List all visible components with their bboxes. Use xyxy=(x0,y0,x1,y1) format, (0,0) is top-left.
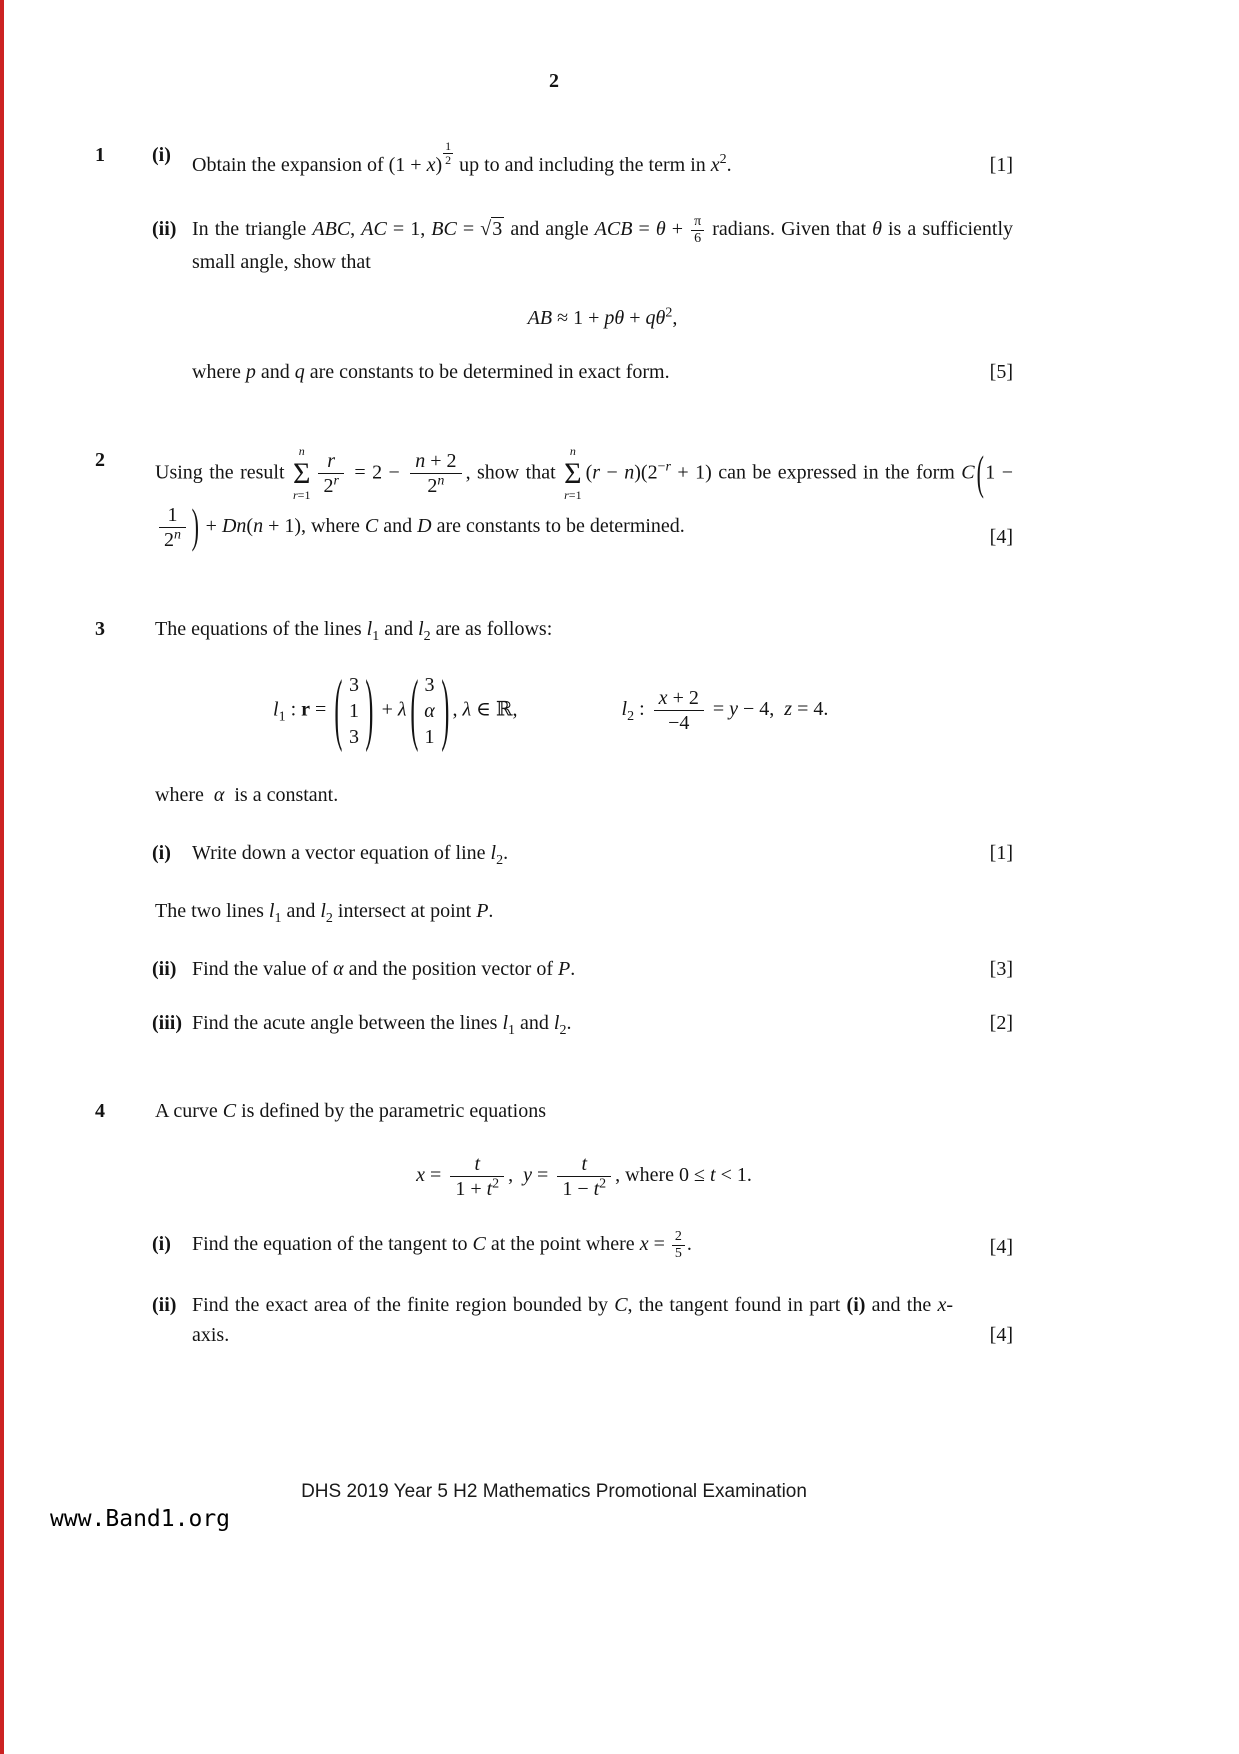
part-i-marks: [1] xyxy=(989,153,1013,176)
question-4-number: 4 xyxy=(95,1099,105,1122)
part-ii-label: (ii) xyxy=(152,957,177,980)
question-1-part-ii xyxy=(152,213,1014,387)
part-ii-label: (ii) xyxy=(152,217,177,240)
part-iii-text: Find the acute angle between the lines $l_1$ and $l_2$. xyxy=(192,1011,572,1038)
part-ii-text xyxy=(192,214,1013,387)
part-i-label: (i) xyxy=(152,1232,171,1255)
question-2-text: Using the result n Σ r=1 $\frac{r}{2^r}$ = 2 − $\frac{n + 2}{2^n}$ , show that n Σ r=1 $(r - n)(2^{-r} + 1)$ can be expressed in the form C(1 − $\frac{1}{2^n}$ ) + Dn(n + 1), where C and D are constants to be determined. xyxy=(155,443,1014,554)
watermark-url: www.Band1.org xyxy=(50,1506,231,1532)
part-i-text: Obtain the expansion of (1 + x) $\frac{1}{2}$ up to and including the term in $x^2$. xyxy=(192,139,732,176)
exam-footer: DHS 2019 Year 5 H2 Mathematics Promotional Examination xyxy=(301,1481,807,1502)
question-2-number: 2 xyxy=(95,448,105,471)
question-4-intro: A curve C is defined by the parametric equations xyxy=(155,1099,547,1122)
part-i-label: (i) xyxy=(152,144,171,166)
question-2-body xyxy=(155,445,1013,552)
part-ii-text: Find the value of α and the position vector of P. xyxy=(192,957,576,980)
question-3-part-iii xyxy=(152,1008,1013,1038)
part-i-text: Write down a vector equation of line $l_2$. xyxy=(192,841,509,868)
part-ii-marks: [3] xyxy=(989,957,1013,980)
question-3-body xyxy=(152,614,1013,1038)
part-ii-display-equation: AB ≈ $1 + p\theta + q\theta^2$, xyxy=(527,305,678,329)
question-1-part-i xyxy=(152,139,1013,180)
question-4-display-equation: x = $\frac{t}{1 + t^2}$ , y = $\frac{t}{1 - t^2}$ , where 0 ≤ t < 1. xyxy=(416,1152,752,1200)
part-ii-text: Find the exact area of the finite region bounded by C, the tangent found in part (i) and the x-axis. xyxy=(192,1293,953,1346)
question-1 xyxy=(95,140,1013,387)
question-3-where: where α is a constant. xyxy=(155,783,339,806)
question-4-part-ii xyxy=(152,1290,1013,1350)
line-1-equation: $l_1$ : r = ( 3 1 3 ) + λ ( 3 α 1 ) , λ ∈ ℝ, xyxy=(273,666,518,755)
question-3-part-i xyxy=(152,838,1013,868)
part-ii-intro: In the triangle ABC, AC = 1, BC = √3 and angle ACB = θ + $\frac{\pi}{6}$ radians. Given that θ is a sufficiently small angle, show that xyxy=(192,213,1014,273)
part-ii-outro: where p and q are constants to be determined in exact form. xyxy=(192,360,670,383)
question-4 xyxy=(95,1096,1013,1350)
part-i-marks: [1] xyxy=(989,841,1013,864)
question-2 xyxy=(95,445,1013,552)
part-ii-label: (ii) xyxy=(152,1293,177,1316)
question-3-number: 3 xyxy=(95,617,105,640)
part-ii-marks: [4] xyxy=(989,1323,1013,1346)
question-3-part-ii xyxy=(152,954,1013,984)
part-iii-marks: [2] xyxy=(989,1011,1013,1034)
question-3-interlude: The two lines $l_1$ and $l_2$ intersect at point P. xyxy=(155,899,494,926)
question-1-body xyxy=(152,139,1014,387)
part-iii-label: (iii) xyxy=(152,1011,182,1034)
part-ii-marks: [5] xyxy=(989,360,1013,383)
question-3 xyxy=(95,614,1013,1038)
part-i-text: Find the equation of the tangent to C at the point where x = $\frac{2}{5}$ . xyxy=(192,1228,692,1261)
part-i-marks: [4] xyxy=(989,1235,1013,1258)
part-i-label: (i) xyxy=(152,841,171,864)
question-3-display-equations xyxy=(273,666,1013,755)
page-content xyxy=(95,0,1013,1350)
page-number: 2 xyxy=(549,70,559,92)
question-2-marks: [4] xyxy=(989,525,1013,548)
question-4-part-i xyxy=(152,1228,1013,1262)
line-2-equation: $l_2$ : $\frac{x + 2}{-4}$ = y − 4, z = 4. xyxy=(621,687,829,735)
scan-edge-line xyxy=(0,0,4,1754)
question-4-body xyxy=(152,1096,1013,1350)
question-1-number: 1 xyxy=(95,144,105,166)
question-3-intro: The equations of the lines $l_1$ and $l_2$ are as follows: xyxy=(155,617,553,644)
